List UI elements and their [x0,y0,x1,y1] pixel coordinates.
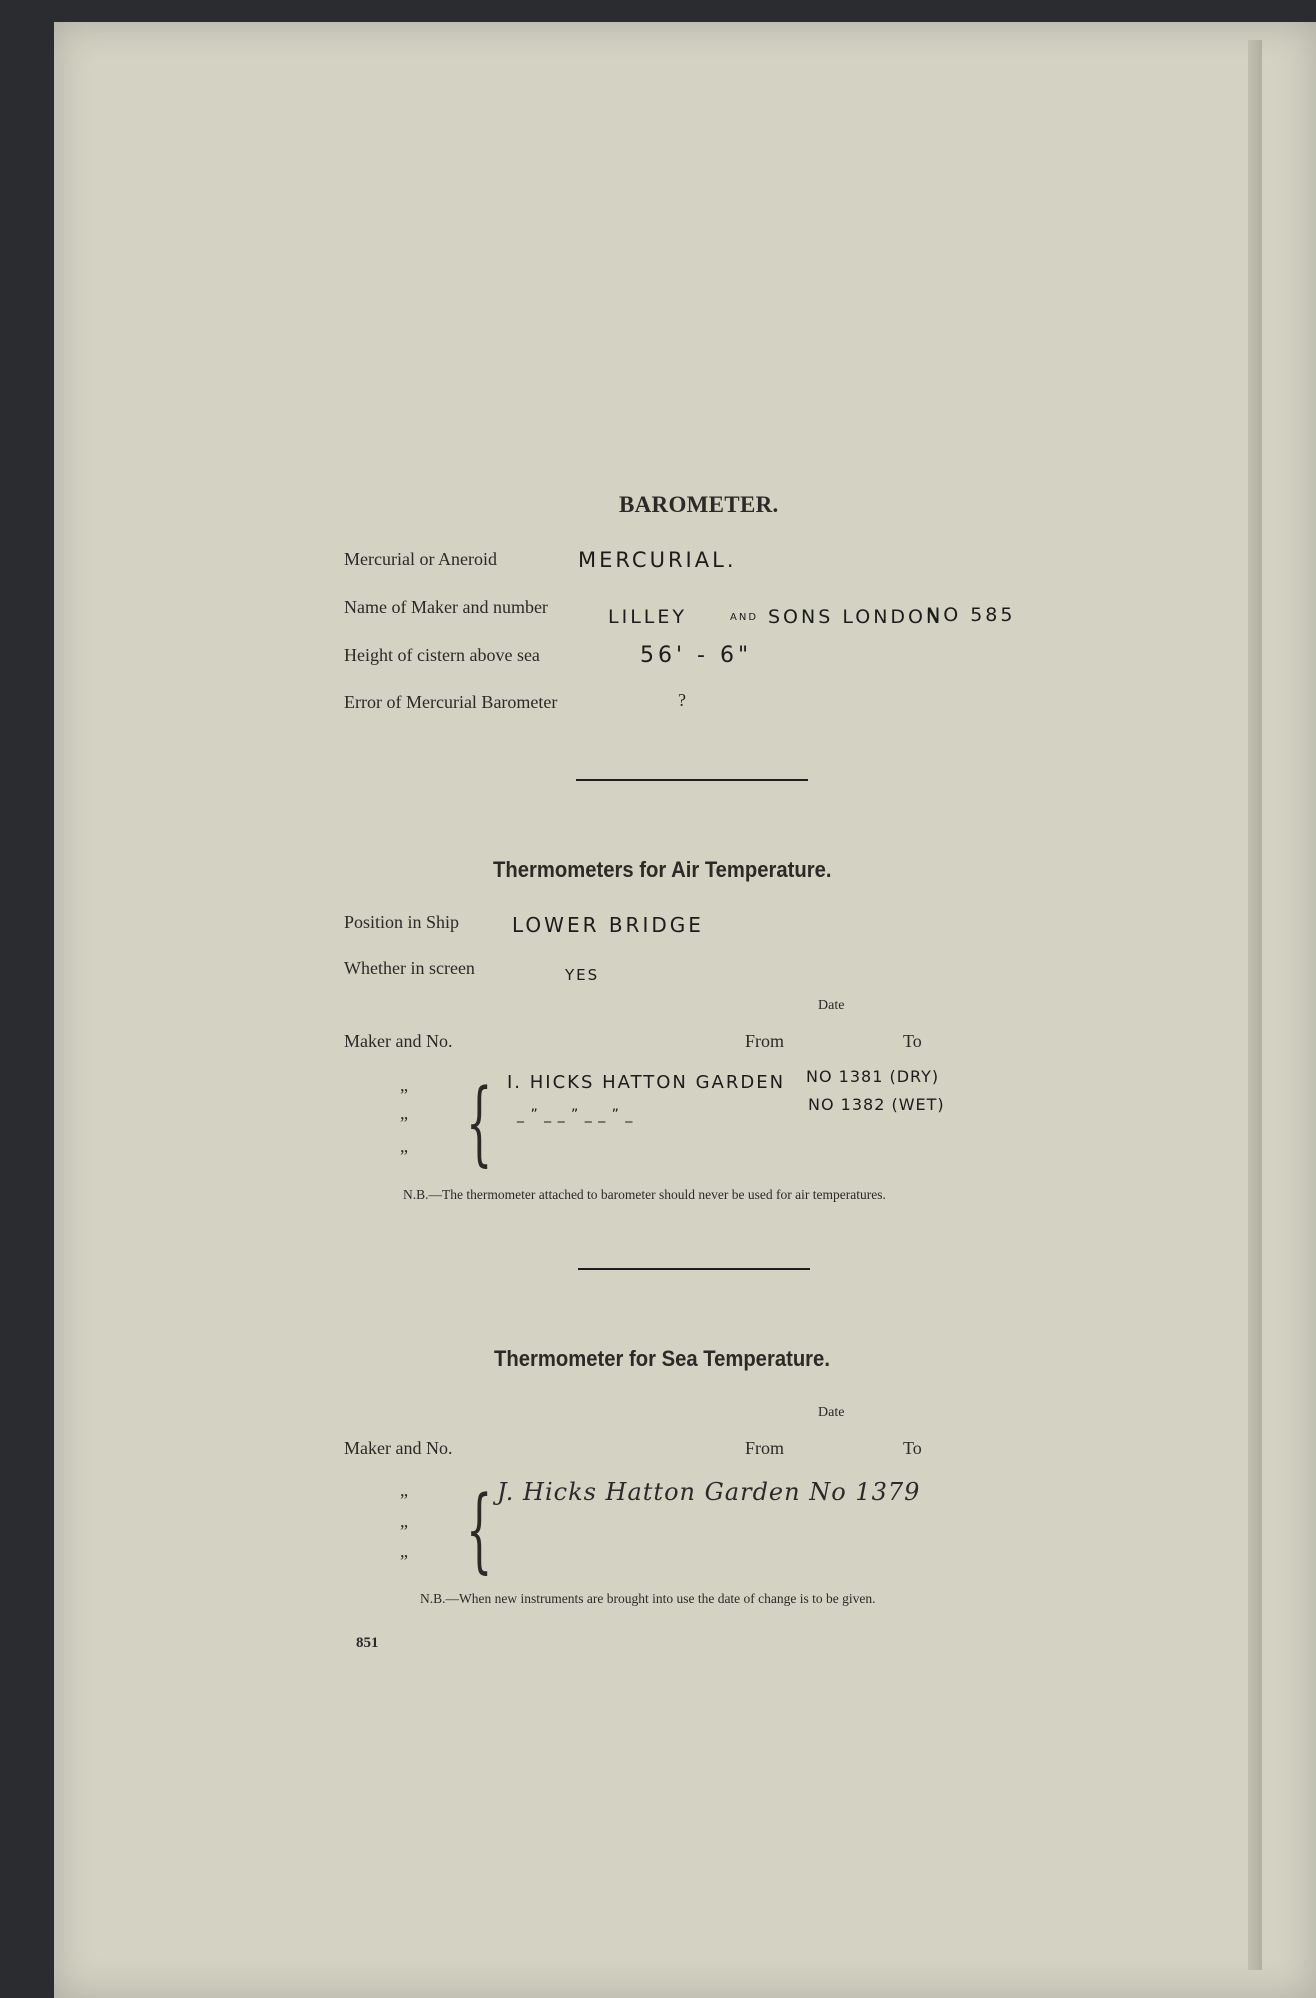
sea-from-label: From [745,1438,785,1458]
barometer-maker-value: LILLEY [608,606,687,628]
air-entry-2-number: NO 1382 (WET) [808,1095,945,1114]
sea-thermometer-heading: Thermometer for Sea Temperature. [494,1346,830,1371]
air-from-label: From [745,1031,785,1051]
barometer-maker-value-rest: SONS LONDON [768,606,944,628]
document-page [54,22,1316,1998]
sea-to-label: To [903,1438,922,1458]
barometer-error-label: Error of Mercurial Barometer [344,692,558,712]
sea-date-label: Date [818,1405,845,1420]
sea-brace-icon: { [466,1476,493,1583]
section-divider-2 [578,1268,810,1270]
air-ditto-2: ” [400,1113,408,1133]
sea-ditto-3: ” [400,1551,408,1571]
air-entry-2-ditto: _ ” _ _ ” _ _ ” _ [517,1107,634,1123]
barometer-type-value: MERCURIAL. [578,548,737,572]
sea-maker-label: Maker and No. [344,1438,453,1458]
air-brace-icon: { [466,1069,493,1176]
air-position-label: Position in Ship [344,912,460,932]
barometer-type-label: Mercurial or Aneroid [344,549,497,569]
air-to-label: To [903,1031,922,1051]
air-date-label: Date [818,998,845,1013]
sea-ditto-1: ” [400,1490,408,1510]
sea-entry-1: J. Hicks Hatton Garden No 1379 [497,1478,921,1506]
air-entry-1-number: NO 1381 (DRY) [806,1067,940,1086]
barometer-heading: BAROMETER. [619,492,779,517]
sea-ditto-2: ” [400,1521,408,1541]
barometer-error-value: ? [678,690,686,710]
sea-note: N.B.—When new instruments are brought into use the date of change is to be given. [420,1591,876,1606]
air-entry-1: I. HICKS HATTON GARDEN [507,1072,786,1093]
air-position-value: LOWER BRIDGE [512,913,704,937]
air-screen-value: YES [565,966,600,984]
barometer-height-value: 56' - 6" [640,643,753,668]
barometer-maker-value-and: AND [730,612,759,623]
air-screen-label: Whether in screen [344,958,475,978]
section-divider-1 [576,779,808,781]
air-note: N.B.—The thermometer attached to barometer should never be used for air temperatures. [403,1187,886,1202]
air-thermometers-heading: Thermometers for Air Temperature. [493,857,832,882]
air-ditto-3: ” [400,1146,408,1166]
page-edge [1248,40,1262,1970]
air-maker-label: Maker and No. [344,1031,453,1051]
barometer-maker-label: Name of Maker and number [344,597,548,617]
barometer-height-label: Height of cistern above sea [344,645,540,665]
barometer-maker-number: NO 585 [926,604,1016,626]
air-ditto-1: ” [400,1085,408,1105]
page-number: 851 [356,1635,379,1651]
